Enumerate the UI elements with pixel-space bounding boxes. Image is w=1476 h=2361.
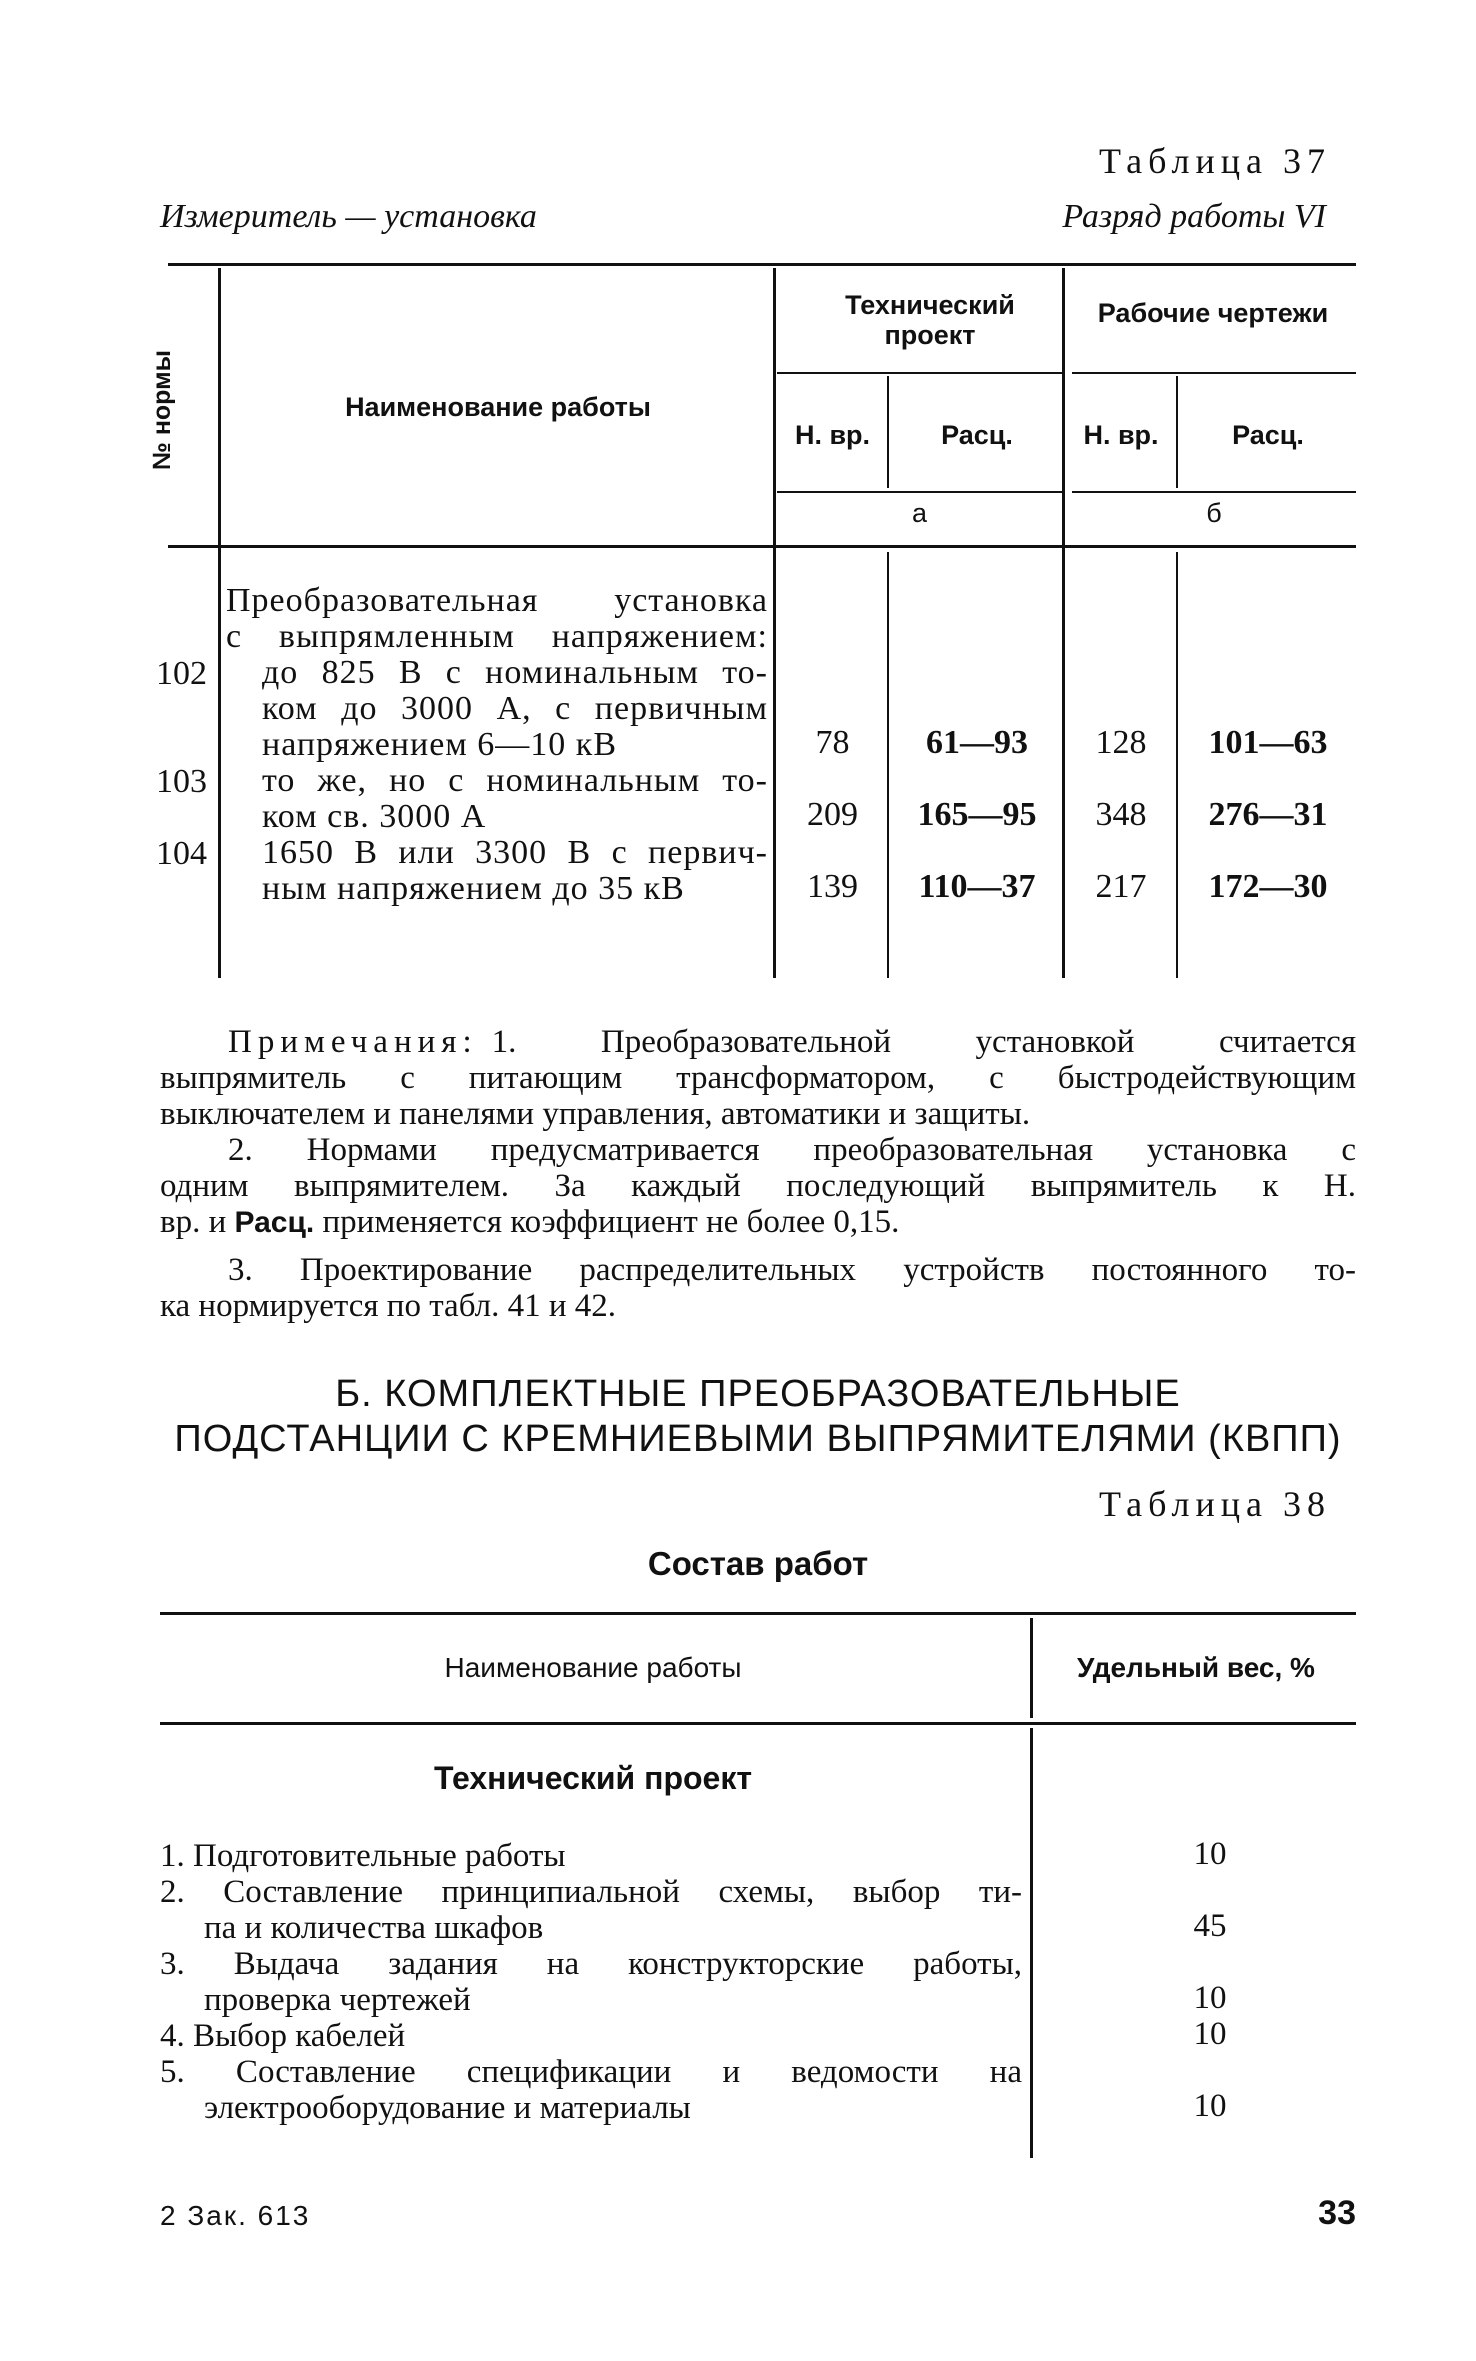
table38-subheader: Технический проект (433, 1760, 753, 1796)
note-text: 1. Преобразовательной установкой считается (491, 1024, 1356, 1060)
table38-value: 45 (1193, 1908, 1227, 1944)
table37-vline-5b (1176, 552, 1178, 978)
table37-desc-line: ком св. 3000 А (262, 798, 487, 835)
table37-desc-line: до 825 В с номинальным то- (262, 654, 768, 691)
table37-b-nvr-header: Н. вр. (1083, 420, 1159, 450)
notes-label: Примечания: (228, 1024, 478, 1060)
note-line (160, 1204, 1335, 1241)
table37-cell-b-nvr: 348 (1095, 796, 1147, 833)
table38-top-rule (160, 1612, 1356, 1615)
table38-vline-body (1030, 1728, 1033, 2158)
table37-vline-3 (887, 376, 889, 488)
table38-item-cont: электрооборудование и материалы (204, 2090, 691, 2126)
table37-desc-line: Преобразовательная установка (226, 582, 768, 619)
table37-top-rule (168, 263, 1356, 266)
table37-cell-b-rasc: 101—63 (1208, 724, 1328, 761)
table38-title: Состав работ (647, 1545, 869, 1582)
table37-vline-4 (1062, 268, 1065, 978)
table38-value: 10 (1193, 2088, 1227, 2124)
note-text: вр. и (160, 1204, 227, 1240)
table38-value: 10 (1193, 1836, 1227, 1872)
section-heading-line2: ПОДСТАНЦИИ С КРЕМНИЕВЫМИ ВЫПРЯМИТЕЛЯМИ (КВПП) (174, 1418, 1342, 1460)
note-line: выключателем и панелями управления, автоматики и защиты. (160, 1096, 1031, 1132)
table37-subrule-b (1072, 372, 1356, 374)
table37-vline-5 (1176, 376, 1178, 488)
table37-b-rasc-header: Расц. (1232, 420, 1304, 450)
section-heading-line1: Б. КОМПЛЕКТНЫЕ ПРЕОБРАЗОВАТЕЛЬНЫЕ (335, 1373, 1181, 1415)
table37-work-name-header: Наименование работы (345, 392, 651, 422)
table38-weight-header: Удельный вес, % (1077, 1652, 1315, 1683)
note-rasc-bold: Расц. (234, 1206, 315, 1239)
table37-cell-a-rasc: 110—37 (918, 868, 1036, 905)
table37-a-nvr-header: Н. вр. (794, 420, 871, 450)
note-line: выпрямитель с питающим трансформатором, с быстродействующим (160, 1060, 1356, 1096)
note-line: 3. Проектирование распределительных устройств постоянного то- (228, 1252, 1356, 1288)
table38-item: 5. Составление спецификации и ведомости на (160, 2054, 1022, 2090)
table38-work-name-header: Наименование работы (444, 1652, 742, 1683)
table38-header-rule (160, 1722, 1356, 1725)
table37-row-no: 102 (156, 655, 207, 692)
table38-item: 4. Выбор кабелей (160, 2018, 406, 2054)
table37-desc-line: ком до 3000 А, с первичным (262, 690, 768, 727)
table37-col-b-label: б (1206, 498, 1222, 528)
table37-desc-line: напряжением 6—10 кВ (262, 726, 617, 763)
table38-item: 1. Подготовительные работы (160, 1838, 566, 1874)
table37-vline-1 (218, 268, 221, 978)
table37-cell-b-rasc: 276—31 (1208, 796, 1328, 833)
page-number: 33 (1318, 2194, 1356, 2232)
table38-item-cont: па и количества шкафов (204, 1910, 544, 1946)
note-text: применяется коэффициент не более 0,15. (322, 1204, 900, 1240)
table38-value: 10 (1193, 2016, 1227, 2052)
table37-cell-a-rasc: 165—95 (917, 796, 1037, 833)
note-line: одним выпрямителем. За каждый последующий выпрямитель к Н. (160, 1168, 1356, 1204)
table37-cell-a-nvr: 78 (815, 724, 850, 761)
table37-label: Таблица 37 (1099, 141, 1331, 181)
table38-item: 3. Выдача задания на конструкторские работы, (160, 1946, 1022, 1982)
table37-a-rasc-header: Расц. (941, 420, 1013, 450)
table37-tech-project-header: Технический проект (845, 290, 1015, 350)
table37-desc-line: ным напряжением до 35 кВ (262, 870, 685, 907)
table37-cell-b-nvr: 128 (1095, 724, 1147, 761)
table37-cell-a-nvr: 209 (807, 796, 858, 833)
table37-subrule-b2 (1072, 491, 1356, 493)
footer-order: 2 Зак. 613 (160, 2200, 311, 2231)
table37-vline-3b (887, 552, 889, 978)
table38-item-cont: проверка чертежей (204, 1982, 471, 2018)
table37-cell-a-rasc: 61—93 (926, 724, 1028, 761)
table37-cell-a-nvr: 139 (807, 868, 858, 905)
table38-vline-header (1030, 1618, 1033, 1718)
table37-col-a-label: а (911, 498, 928, 528)
note-line: 2. Нормами предусматривается преобразовательная установка с (228, 1132, 1356, 1168)
note-line: ка нормируется по табл. 41 и 42. (160, 1288, 617, 1324)
table37-row-no: 103 (156, 763, 207, 800)
table38-value: 10 (1193, 1980, 1227, 2016)
table37-subrule-a2 (777, 491, 1062, 493)
table37-cell-b-nvr: 217 (1095, 868, 1147, 905)
note-line (228, 1024, 1356, 1060)
table37-desc-line: 1650 В или 3300 В с первич- (262, 834, 768, 871)
table37-grade: Разряд работы VI (1062, 198, 1326, 235)
table37-measure: Измеритель — установка (160, 198, 537, 235)
table37-cell-b-rasc: 172—30 (1208, 868, 1328, 905)
table37-desc-line: с выпрямленным напряжением: (226, 618, 768, 655)
table37-vline-2 (773, 268, 776, 978)
table37-desc-line: то же, но с номинальным то- (262, 762, 768, 799)
table37-norm-no-header: № нормы (148, 350, 176, 470)
table37-header-rule (168, 545, 1356, 548)
table38-item: 2. Составление принципиальной схемы, выбор ти- (160, 1874, 1022, 1910)
table38-label: Таблица 38 (1099, 1484, 1331, 1524)
table37-row-no: 104 (156, 835, 207, 872)
table37-subrule-a (777, 372, 1062, 374)
table37-working-drawings-header: Рабочие чертежи (1097, 298, 1329, 328)
